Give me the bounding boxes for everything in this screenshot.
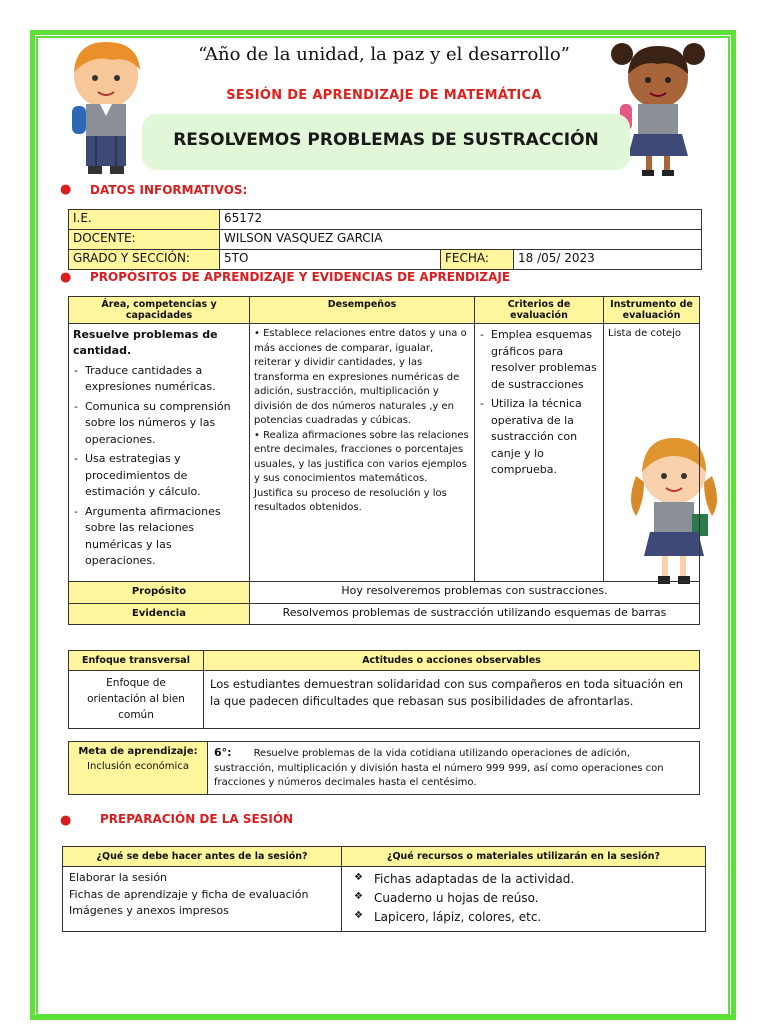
instrumento-value: Lista de cotejo xyxy=(604,324,700,582)
fecha-value: 18 /05/ 2023 xyxy=(514,250,702,270)
antes-header: ¿Qué se debe hacer antes de la sesión? xyxy=(63,847,342,867)
competencia-title: Resuelve problemas de cantidad. xyxy=(73,328,218,357)
col-header-desempenos: Desempeños xyxy=(250,297,475,324)
criterio-item: - Utiliza la técnica operativa de la sustracción con canje y lo comprueba. xyxy=(491,396,599,479)
fecha-label: FECHA: xyxy=(441,250,514,270)
capacidad-item: - Comunica su comprensión sobre los números y las operaciones. xyxy=(85,399,245,449)
bullet-icon: ● xyxy=(60,182,72,197)
section-preparacion-heading: PREPARACIÓN DE LA SESIÓN xyxy=(100,812,294,826)
competencias-table xyxy=(68,296,700,625)
grado-value: 5TO xyxy=(220,250,441,270)
session-subtitle: SESIÓN DE APRENDIZAJE DE MATEMÁTICA xyxy=(226,88,542,103)
recurso-item: ❖ Fichas adaptadas de la actividad. xyxy=(374,870,699,889)
capacidad-item: - Traduce cantidades a expresiones numéricas. xyxy=(85,363,245,396)
bullet-icon: ● xyxy=(60,813,72,828)
recurso-item: ❖ Cuaderno u hojas de reúso. xyxy=(374,889,699,908)
meta-label: Meta de aprendizaje: xyxy=(78,746,198,757)
year-motto: “Año de la unidad, la paz y el desarrollo” xyxy=(198,44,570,65)
col-header-criterios: Criterios de evaluación xyxy=(475,297,604,324)
page-title: RESOLVEMOS PROBLEMAS DE SUSTRACCIÓN xyxy=(173,130,599,150)
capacidad-item: - Usa estrategias y procedimientos de estimación y cálculo. xyxy=(85,451,245,501)
proposito-label: Propósito xyxy=(69,582,250,604)
criterio-item: - Emplea esquemas gráficos para resolver problemas de sustracciones xyxy=(491,327,599,393)
antes-item: Imágenes y anexos impresos xyxy=(69,904,229,917)
meta-text: Resuelve problemas de la vida cotidiana utilizando operaciones de adición, sustracción, multiplicación y división hasta el número 999 999, así como operaciones con fracciones y números decimales hasta el centésimo. xyxy=(214,748,664,788)
info-table xyxy=(68,209,702,270)
grado-label: GRADO Y SECCIÓN: xyxy=(69,250,220,270)
proposito-value: Hoy resolveremos problemas con sustracciones. xyxy=(250,582,700,604)
antes-item: Fichas de aprendizaje y ficha de evaluación xyxy=(69,887,309,901)
meta-grade: 6°: xyxy=(214,746,232,759)
meta-sub: Inclusión económica xyxy=(87,760,189,772)
enfoque-table xyxy=(68,650,700,729)
evidencia-value: Resolvemos problemas de sustracción utilizando esquemas de barras xyxy=(250,603,700,625)
recursos-header: ¿Qué recursos o materiales utilizarán en la sesión? xyxy=(342,847,706,867)
enfoque-header: Enfoque transversal xyxy=(69,651,204,671)
bullet-icon: ● xyxy=(60,270,72,285)
actitud-text: Los estudiantes demuestran solidaridad con sus compañeros en toda situación en la que padecen dificultades que rebasan sus posibilidades de afrontarlas. xyxy=(204,671,700,729)
antes-item: Elaborar la sesión xyxy=(69,871,168,884)
ie-label: I.E. xyxy=(69,210,220,230)
preparacion-table xyxy=(62,846,706,932)
evidencia-label: Evidencia xyxy=(69,603,250,625)
desempeno-item: • Realiza afirmaciones sobre las relaciones entre decimales, fracciones o porcentajes usuales, y las justifica con varios ejemplos y sus conocimientos matemáticos. xyxy=(254,429,469,484)
section-datos-heading: DATOS INFORMATIVOS: xyxy=(90,183,248,197)
docente-value: WILSON VASQUEZ GARCIA xyxy=(220,230,702,250)
actitudes-header: Actitudes o acciones observables xyxy=(204,651,700,671)
meta-table xyxy=(68,741,700,795)
docente-label: DOCENTE: xyxy=(69,230,220,250)
col-header-area: Área, competencias y capacidades xyxy=(69,297,250,324)
enfoque-name: Enfoque de orientación al bien común xyxy=(69,671,204,729)
recurso-item: ❖ Lapicero, lápiz, colores, etc. xyxy=(374,908,699,927)
capacidad-item: - Argumenta afirmaciones sobre las relaciones numéricas y las operaciones. xyxy=(85,504,245,570)
ie-value: 65172 xyxy=(220,210,702,230)
col-header-instrumento: Instrumento de evaluación xyxy=(604,297,700,324)
desempeno-item: Justifica su proceso de resolución y los resultados obtenidos. xyxy=(254,487,447,513)
section-propositos-heading: PROPÓSITOS DE APRENDIZAJE Y EVIDENCIAS DE APRENDIZAJE xyxy=(90,270,511,284)
desempeno-item: • Establece relaciones entre datos y una o más acciones de comparar, igualar, reiterar y dividir cantidades, y las transforma en expresiones numéricas de adición, sustracción, multiplicación y división de dos números naturales ,y en potencias cuadradas y cúbicas. xyxy=(254,328,467,426)
